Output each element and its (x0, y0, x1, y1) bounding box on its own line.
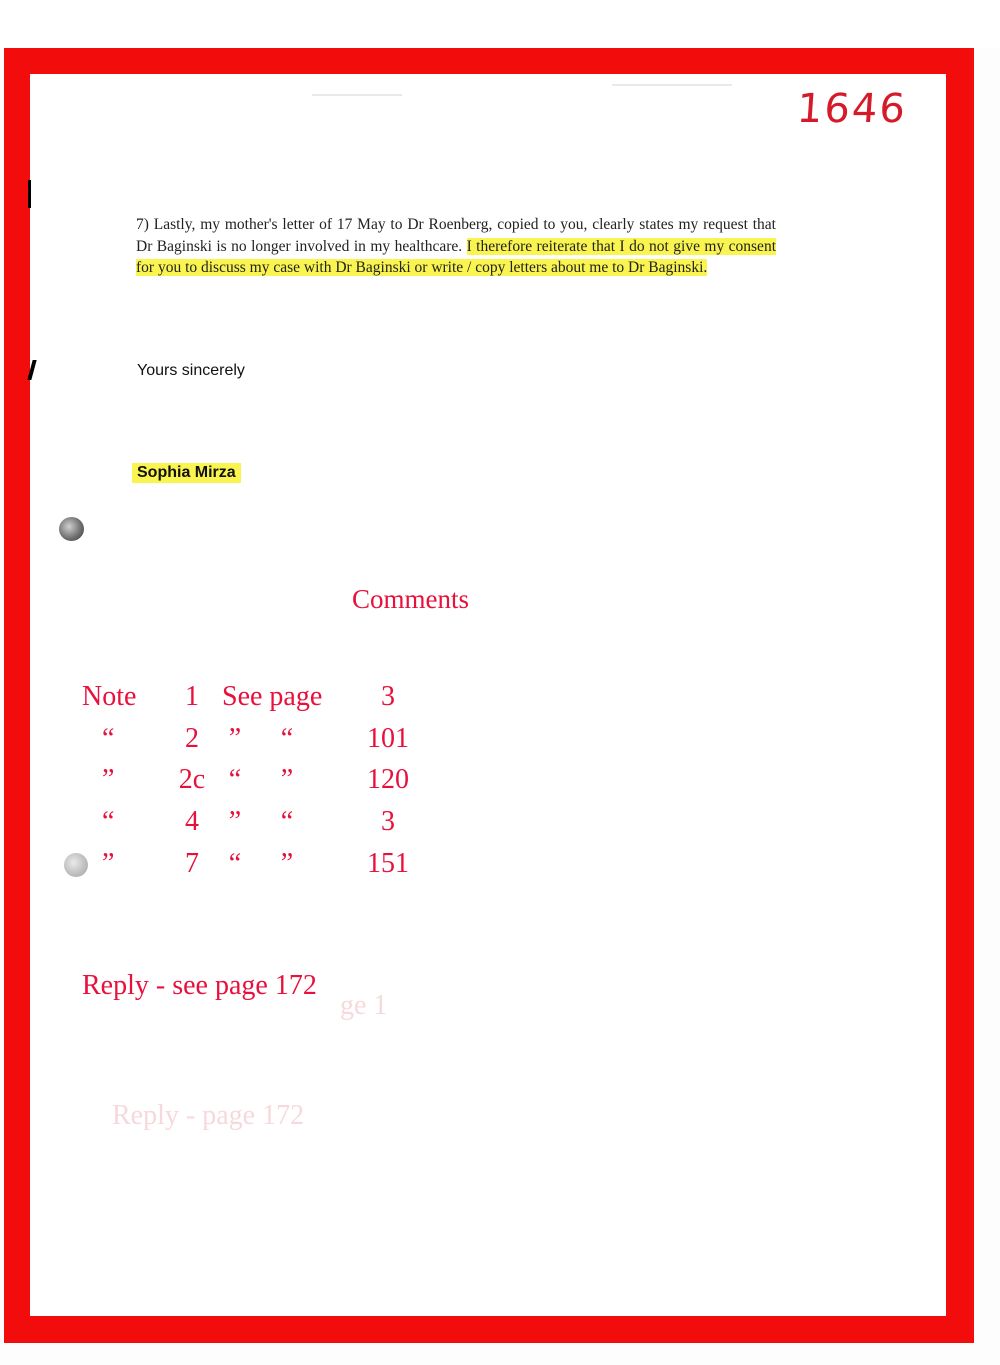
page-number: 151 (367, 847, 409, 879)
punch-hole (59, 517, 84, 541)
spacer (314, 843, 358, 885)
table-row (82, 759, 418, 801)
note-number: 2 (185, 722, 199, 754)
page-number: 3 (381, 805, 395, 837)
scan-artifact (28, 180, 31, 208)
spacer (314, 718, 358, 760)
notes-table (82, 676, 418, 884)
note-cell: Note (82, 680, 137, 712)
table-row (82, 843, 418, 885)
signature-name: Sophia Mirza (132, 463, 241, 483)
show-through-text: ge 1 (340, 990, 388, 1021)
page-number: 101 (367, 722, 409, 754)
ditto-mark: “ (228, 847, 242, 879)
ditto-mark: ” (280, 847, 294, 879)
ditto-mark: “ (102, 805, 115, 837)
closing-salutation: Yours sincerely (137, 362, 245, 379)
top-margin (0, 0, 1000, 48)
spacer (314, 759, 358, 801)
ditto-mark: ” (102, 847, 115, 879)
scan-artifact (612, 84, 732, 86)
letter-paragraph (136, 214, 776, 279)
ditto-mark: ” (102, 764, 115, 796)
show-through-text: Reply - page 172 (112, 1100, 305, 1131)
note-number: 7 (185, 847, 199, 879)
table-row (82, 718, 418, 760)
ditto-mark: ” (280, 764, 294, 796)
scan-artifact (312, 94, 402, 96)
see-page-cell: See page (222, 680, 323, 712)
page-number: 120 (367, 764, 409, 796)
spacer (314, 801, 358, 843)
ditto-mark: ” (228, 722, 242, 754)
ditto-mark: “ (280, 722, 294, 754)
note-number: 1 (185, 680, 199, 712)
ditto-mark: “ (228, 764, 242, 796)
note-number: 4 (185, 805, 199, 837)
ditto-mark: “ (280, 805, 294, 837)
note-number: 2c (178, 764, 206, 796)
handwritten-page-number: 1646 (795, 86, 909, 132)
ditto-mark: ” (228, 805, 242, 837)
table-row (82, 801, 418, 843)
table-row (82, 676, 418, 718)
comments-heading: Comments (352, 584, 470, 614)
reply-reference: Reply - see page 172 (82, 970, 317, 1001)
page-number: 3 (381, 680, 395, 712)
highlighted-text: I therefore reiterate that I do not give my consent for you to discuss my case with Dr Baginski or write / copy letters about me to Dr Baginski. (136, 237, 776, 276)
ditto-mark: “ (102, 722, 115, 754)
paragraph-text: 7) Lastly, my mother's letter of 17 May to Dr Roenberg, copied to you, clearly states my request that Dr Baginski is no longer involved in my healthcare. (136, 216, 776, 255)
